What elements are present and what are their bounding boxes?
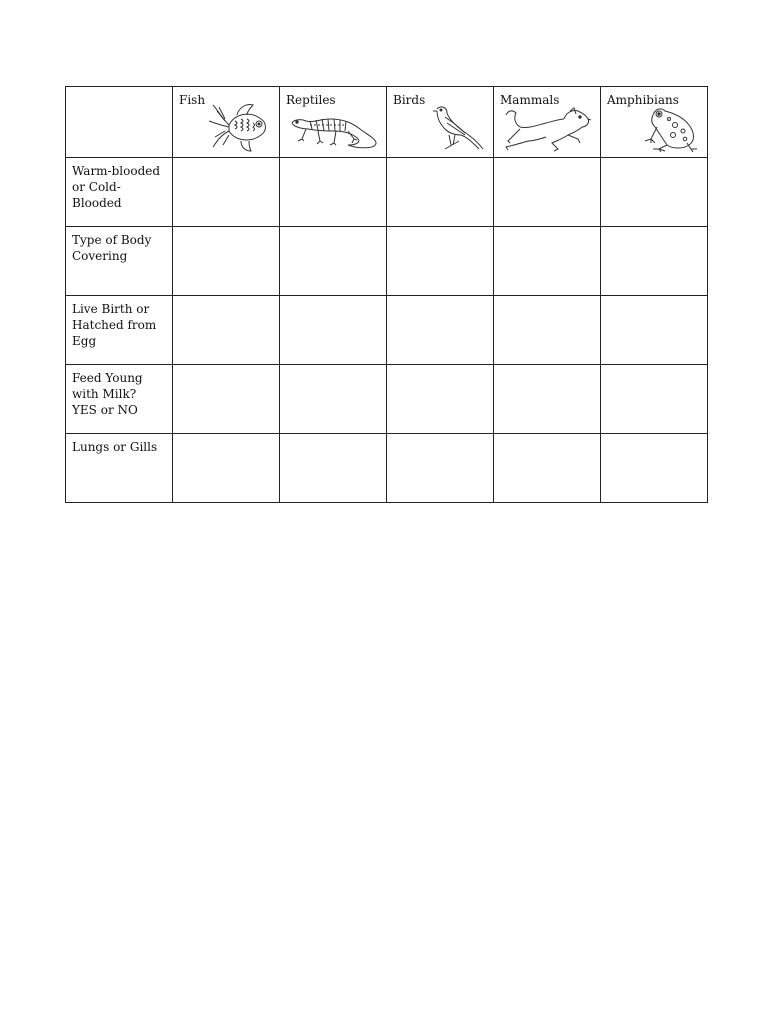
- table-row: [66, 296, 708, 365]
- fish-answer-cell[interactable]: [173, 296, 280, 365]
- frog-icon: [643, 105, 701, 153]
- mammals-answer-cell[interactable]: [494, 434, 601, 503]
- birds-answer-cell[interactable]: [387, 296, 494, 365]
- row-label: Warm-blooded or Cold-Blooded: [72, 164, 161, 210]
- lizard-icon: [288, 109, 380, 153]
- fish-icon: [207, 101, 273, 153]
- table-row: [66, 227, 708, 296]
- column-label: Reptiles: [286, 93, 336, 107]
- reptiles-answer-cell[interactable]: [280, 365, 387, 434]
- reptiles-answer-cell[interactable]: [280, 296, 387, 365]
- reptiles-answer-cell[interactable]: [280, 158, 387, 227]
- row-label-cell: [66, 365, 173, 434]
- reptiles-answer-cell[interactable]: [280, 434, 387, 503]
- table-row: [66, 434, 708, 503]
- animal-classification-table: [65, 86, 708, 503]
- column-label: Birds: [393, 93, 426, 107]
- header-row: [66, 87, 708, 158]
- dog-icon: [502, 107, 594, 153]
- birds-answer-cell[interactable]: [387, 434, 494, 503]
- fish-answer-cell[interactable]: [173, 365, 280, 434]
- amphibians-answer-cell[interactable]: [601, 365, 708, 434]
- table-row: [66, 158, 708, 227]
- row-label: Type of Body Covering: [72, 233, 152, 263]
- row-label-cell: [66, 158, 173, 227]
- column-label: Amphibians: [607, 93, 679, 107]
- amphibians-answer-cell[interactable]: [601, 434, 708, 503]
- row-label-cell: [66, 227, 173, 296]
- mammals-answer-cell[interactable]: [494, 365, 601, 434]
- reptiles-answer-cell[interactable]: [280, 227, 387, 296]
- amphibians-answer-cell[interactable]: [601, 158, 708, 227]
- birds-answer-cell[interactable]: [387, 227, 494, 296]
- birds-answer-cell[interactable]: [387, 365, 494, 434]
- mammals-answer-cell[interactable]: [494, 227, 601, 296]
- column-header-birds: [387, 87, 494, 158]
- birds-answer-cell[interactable]: [387, 158, 494, 227]
- bird-icon: [429, 103, 487, 153]
- mammals-answer-cell[interactable]: [494, 296, 601, 365]
- row-label-cell: [66, 434, 173, 503]
- corner-cell: [66, 87, 173, 158]
- amphibians-answer-cell[interactable]: [601, 227, 708, 296]
- column-header-amphibians: [601, 87, 708, 158]
- column-header-fish: [173, 87, 280, 158]
- row-label-cell: [66, 296, 173, 365]
- column-label: Mammals: [500, 93, 560, 107]
- column-header-reptiles: [280, 87, 387, 158]
- column-header-mammals: [494, 87, 601, 158]
- table-row: [66, 365, 708, 434]
- fish-answer-cell[interactable]: [173, 434, 280, 503]
- fish-answer-cell[interactable]: [173, 158, 280, 227]
- row-label: Lungs or Gills: [72, 440, 158, 454]
- row-label: Feed Young with Milk? YES or NO: [72, 371, 143, 417]
- row-label: Live Birth or Hatched from Egg: [72, 302, 157, 348]
- fish-answer-cell[interactable]: [173, 227, 280, 296]
- column-label: Fish: [179, 93, 206, 107]
- amphibians-answer-cell[interactable]: [601, 296, 708, 365]
- mammals-answer-cell[interactable]: [494, 158, 601, 227]
